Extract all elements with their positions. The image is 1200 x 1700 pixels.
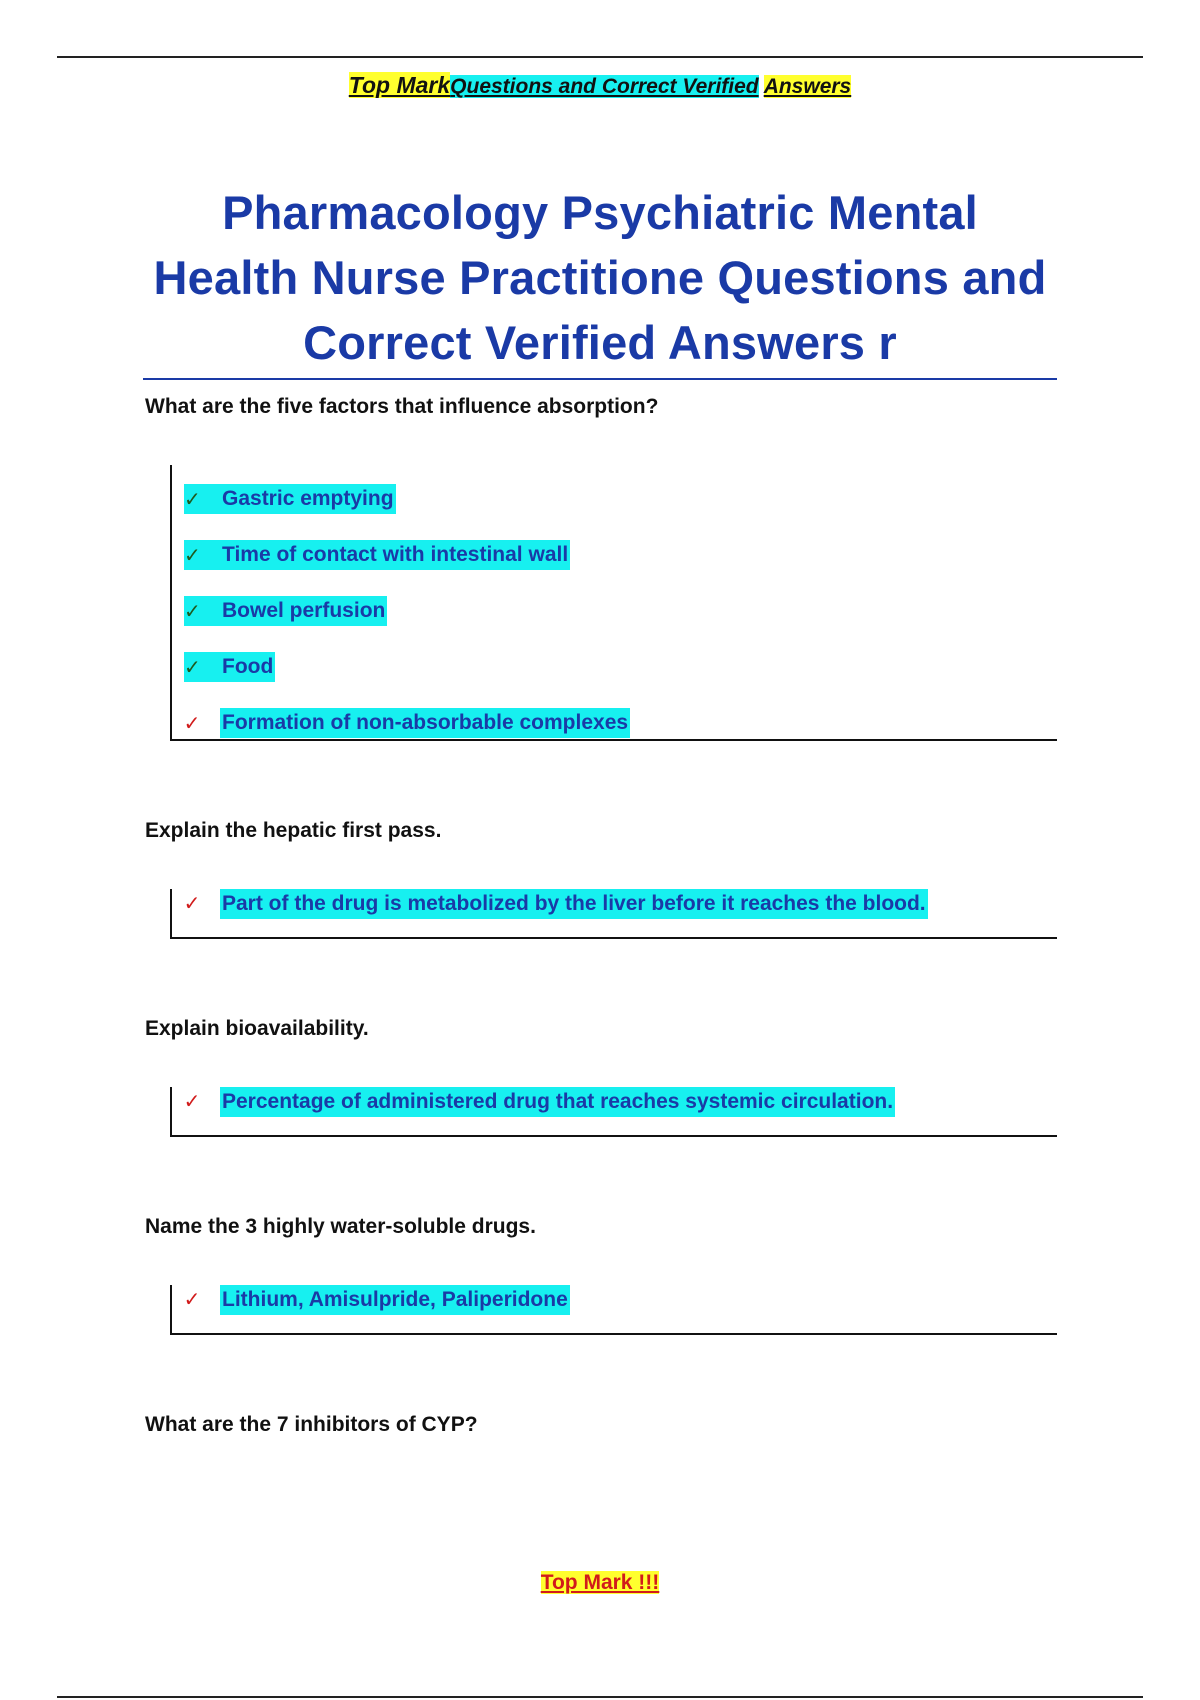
answer-item [172,645,1057,701]
answer-item [172,1285,1057,1333]
answer-item [172,1087,1057,1135]
answer-list [172,477,1057,757]
question-text: What are the 7 inhibitors of CYP? [145,1413,478,1436]
check-icon: ✓ [183,1089,201,1113]
header-questions-text: Questions and Correct Verified [450,75,759,98]
answer-list [172,1087,1057,1135]
footer-top-mark-text: Top Mark !!! [540,1571,660,1594]
question-text: Explain the hepatic first pass. [145,819,442,842]
answer-item [172,477,1057,533]
header-answers-text: Answers [763,75,852,98]
question-text: Name the 3 highly water-soluble drugs. [145,1215,536,1238]
check-icon: ✓ [183,1287,201,1311]
answer-list [172,889,1057,937]
page-top-rule [57,56,1143,58]
document-title [120,180,1080,375]
check-icon: ✓ [183,891,201,915]
title-underline [143,378,1057,380]
title-line-3: Correct Verified Answers r [303,316,897,369]
header-banner [0,70,1200,102]
answer-item [172,889,1057,937]
answer-text: Percentage of administered drug that reaches systemic circulation. [220,1087,895,1117]
check-icon: ✓ [184,652,220,682]
answer-list [172,1285,1057,1333]
answer-block [170,465,1057,741]
answer-text: Food [220,652,275,682]
answer-text: Time of contact with intestinal wall [220,540,570,570]
answer-text: Gastric emptying [220,484,396,514]
answer-item [172,589,1057,645]
check-icon: ✓ [184,596,220,626]
title-line-2: Health Nurse Practitione Questions and [153,251,1047,304]
answer-text: Formation of non-absorbable complexes [220,708,630,738]
check-icon: ✓ [184,540,220,570]
page-bottom-rule [57,1696,1143,1698]
answer-text: Bowel perfusion [220,596,387,626]
header-top-mark: Top Mark [348,72,451,98]
answer-block [170,1285,1057,1335]
question-text: What are the five factors that influence absorption? [145,395,659,418]
check-icon: ✓ [183,711,201,735]
title-line-1: Pharmacology Psychiatric Mental [222,186,978,239]
check-icon: ✓ [184,484,220,514]
answer-item [172,533,1057,589]
answer-item [172,701,1057,757]
answer-block [170,1087,1057,1137]
question-text: Explain bioavailability. [145,1017,369,1040]
answer-text: Lithium, Amisulpride, Paliperidone [220,1285,570,1315]
answer-text: Part of the drug is metabolized by the liver before it reaches the blood. [220,889,928,919]
answer-block [170,889,1057,939]
footer-top-mark [0,1568,1200,1598]
